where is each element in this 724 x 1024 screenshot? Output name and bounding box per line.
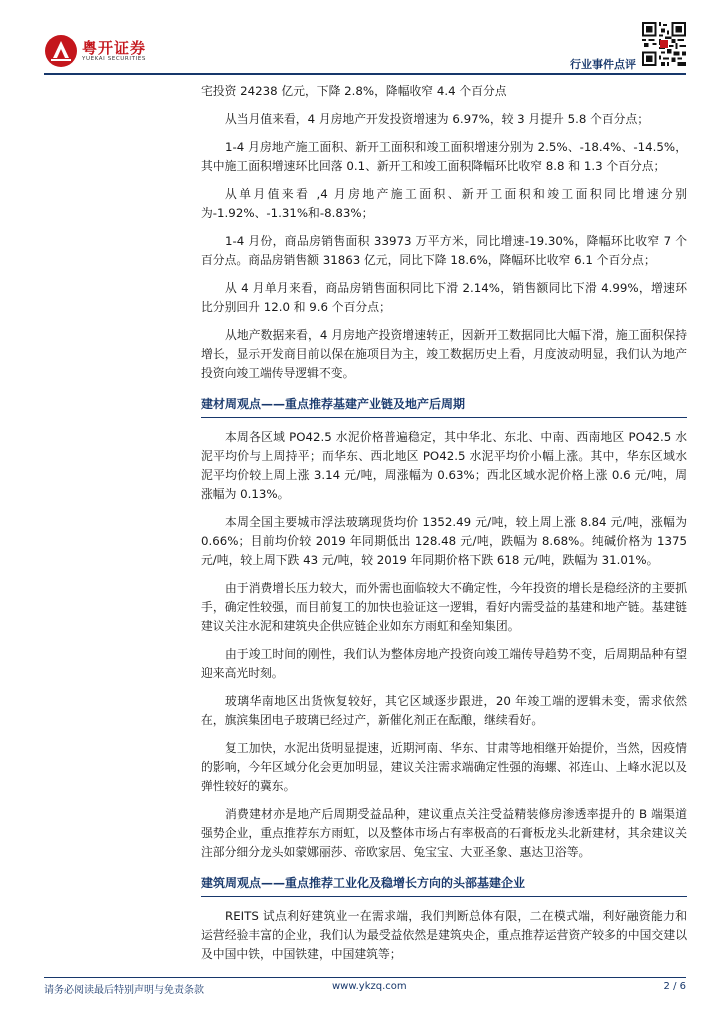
brand-name-cn: 粤开证券	[82, 39, 147, 57]
section-header-building-materials	[201, 392, 687, 418]
paragraph-cement-prices: 本周各区域 PO42.5 水泥价格普遍稳定，其中华北、东北、中南、西南地区 PO42.5 水泥平均价与上周持平；而华东、西北地区 PO42.5 水泥平均价小幅上涨。其中，华东区域水泥平均价较上周上涨 3.14 元/吨，周涨幅为 0.63%；西北区域水泥价格上涨 0.6 元/吨，周涨幅为 0.13%。	[201, 430, 687, 501]
section-divider	[201, 417, 687, 418]
brand-logo	[44, 34, 162, 70]
yuekai-logo-icon	[44, 34, 78, 68]
footer-website[interactable]: www.ykzq.com	[332, 981, 407, 992]
paragraph-monthly-investment: 从当月值来看，4 月房地产开发投资增速为 6.97%，较 3 月提升 5.8 个百分点；	[225, 112, 650, 126]
paragraph-consumer-materials: 消费建材亦是地产后周期受益品种，建议重点关注受益精装修房渗透率提升的 B 端渠道强势企业，重点推荐东方雨虹，以及整体市场占有率极高的石膏板龙头北新建材，其余建议关注部分细分龙头如蒙娜丽莎、帝欧家居、兔宝宝、大亚圣象、惠达卫浴等。	[201, 807, 687, 859]
paragraph-infrastructure-chain: 由于消费增长压力较大，而外需也面临较大不确定性，今年投资的增长是稳经济的主要抓手，确定性较强，而目前复工的加快也验证这一逻辑，看好内需受益的基建和地产链。基建链建议关注水泥和建筑央企供应链企业如东方雨虹和垒知集团。	[201, 581, 687, 633]
document-type-label: 行业事件点评	[570, 58, 636, 71]
paragraph-april-sales: 从 4 月单月来看，商品房销售面积同比下滑 2.14%，销售额同比下滑 4.99%，增速环比分别回升 12.0 和 9.6 个百分点；	[201, 281, 687, 314]
header-divider	[44, 73, 686, 75]
section-divider	[201, 896, 687, 897]
paragraph-glass-outlook: 玻璃华南地区出货恢复较好，其它区域逐步跟进，20 年竣工端的逻辑未变，需求依然在，旗滨集团电子玻璃已经过产，新催化剂正在酝酿，继续看好。	[201, 694, 687, 727]
paragraph-property-summary: 从地产数据来看，4 月房地产投资增速转正，因新开工数据同比大幅下滑，施工面积保持增长，显示开发商目前以保在施项目为主，竣工数据历史上看，月度波动明显，我们认为地产投资向竣工端传导逻辑不变。	[201, 328, 687, 380]
section-title: 建材周观点——重点推荐基建产业链及地产后周期	[201, 397, 466, 411]
paragraph-completion-trend: 由于竣工时间的刚性，我们认为整体房地产投资向竣工端传导趋势不变，后周期品种有望迎来高光时刻。	[201, 647, 687, 680]
brand-name-en: YUEKAI SECURITIES	[82, 56, 146, 62]
paragraph-sales: 1-4 月份，商品房销售面积 33973 万平方米，同比增速-19.30%，降幅环比收窄 7 个百分点。商品房销售额 31863 亿元，同比下降 18.6%，降幅环比收窄 6.1 个百分点；	[201, 234, 687, 267]
page-number: 2 / 6	[663, 981, 686, 992]
paragraph-cement-outlook: 复工加快，水泥出货明显提速，近期河南、华东、甘肃等地相继开始提价，当然，因疫情的影响，今年区域分化会更加明显，建议关注需求端确定性强的海螺、祁连山、上峰水泥以及弹性较好的冀东。	[201, 741, 687, 793]
paragraph-reits: REITS 试点利好建筑业一在需求端，我们判断总体有限，二在模式端，利好融资能力和运营经验丰富的企业，我们认为最受益依然是建筑央企，重点推荐运营资产较多的中国交建以及中国中铁，中国铁建，中国建筑等；	[201, 909, 687, 961]
section-header-construction	[201, 871, 687, 897]
paragraph-residential-investment: 宅投资 24238 亿元，下降 2.8%，降幅收窄 4.4 个百分点	[201, 84, 507, 98]
page-header	[0, 0, 724, 80]
paragraph-glass-prices: 本周全国主要城市浮法玻璃现货均价 1352.49 元/吨，较上周上涨 8.84 元/吨，涨幅为 0.66%；目前均价较 2019 年同期低出 128.48 元/吨，跌幅为 8.68%。纯碱价格为 1375 元/吨，较上周下跌 43 元/吨，较 2019 年同期价格下跌 618 元/吨，跌幅为 31.01%。	[201, 515, 687, 567]
report-body	[201, 82, 687, 973]
section-title: 建筑周观点——重点推荐工业化及稳增长方向的头部基建企业	[201, 876, 526, 890]
footer-disclaimer: 请务必阅读最后特别声明与免责条款	[44, 985, 204, 996]
paragraph-construction-area: 1-4 月房地产施工面积、新开工面积和竣工面积增速分别为 2.5%、-18.4%、-14.5%，其中施工面积增速环比回落 0.1、新开工和竣工面积降幅环比收窄 8.8 和 1.3 个百分点；	[201, 140, 687, 173]
paragraph-monthly-area: 从单月值来看 ,4 月房地产施工面积、新开工面积和竣工面积同比增速分别为-1.92%、-1.31%和-8.83%；	[201, 187, 687, 220]
footer-divider	[44, 977, 686, 978]
qr-code-icon	[642, 22, 686, 66]
